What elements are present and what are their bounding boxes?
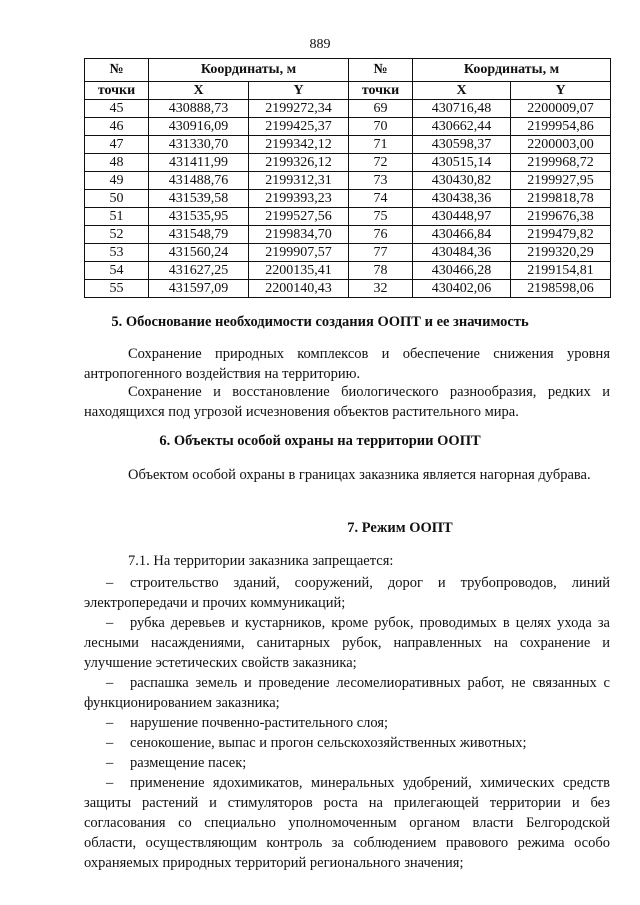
table-cell: 2199312,31 — [249, 172, 349, 190]
section-6-paragraph-1: Объектом особой охраны в границах заказника является нагорная дубрава. — [128, 467, 591, 483]
table-cell: 430598,37 — [413, 136, 511, 154]
table-cell: 2199342,12 — [249, 136, 349, 154]
table-cell: 78 — [349, 262, 413, 280]
table-cell: 2199907,57 — [249, 244, 349, 262]
table-row — [85, 172, 611, 190]
prohibition-text: строительство зданий, сооружений, дорог и трубопроводов, линий электропередачи и прочих коммуникаций; — [84, 575, 610, 611]
table-cell: 2200009,07 — [511, 100, 611, 118]
table-cell: 2199393,23 — [249, 190, 349, 208]
page-number: 889 — [309, 37, 331, 52]
section-6-heading: 6. Объекты особой охраны на территории ООПТ — [159, 433, 481, 449]
table-cell: 52 — [85, 226, 149, 244]
prohibition-text: рубка деревьев и кустарников, кроме рубок, проводимых в целях ухода за лесными насаждениями, санитарных рубок, направленных на сохранение и улучшение эстетических свойств заказника; — [84, 615, 610, 671]
table-cell: 431627,25 — [149, 262, 249, 280]
table-cell: 2200140,43 — [249, 280, 349, 298]
table-cell: 2199954,86 — [511, 118, 611, 136]
table-cell: 2200003,00 — [511, 136, 611, 154]
header-x-left: X — [149, 82, 249, 100]
table-cell: 73 — [349, 172, 413, 190]
table-cell: 51 — [85, 208, 149, 226]
prohibition-text: размещение пасек; — [130, 755, 247, 771]
table-cell: 2199425,37 — [249, 118, 349, 136]
table-cell: 431411,99 — [149, 154, 249, 172]
table-cell: 76 — [349, 226, 413, 244]
table-cell: 430515,14 — [413, 154, 511, 172]
table-row — [85, 154, 611, 172]
table-cell: 431539,58 — [149, 190, 249, 208]
table-cell: 74 — [349, 190, 413, 208]
dash-marker: – — [106, 715, 114, 731]
table-cell: 430466,28 — [413, 262, 511, 280]
table-cell: 2198598,06 — [511, 280, 611, 298]
table-cell: 72 — [349, 154, 413, 172]
header-x-right: X — [413, 82, 511, 100]
section-5-paragraph-2: Сохранение и восстановление биологического разнообразия, редких и находящихся под угрозой исчезновения объектов растительного мира. — [84, 384, 610, 420]
header-y-right: Y — [511, 82, 611, 100]
table-cell: 2199326,12 — [249, 154, 349, 172]
table-cell: 2199968,72 — [511, 154, 611, 172]
coordinates-body — [85, 100, 611, 298]
table-row — [85, 280, 611, 298]
table-cell: 50 — [85, 190, 149, 208]
table-cell: 2200135,41 — [249, 262, 349, 280]
header-point-left: точки — [85, 82, 149, 100]
table-cell: 430484,36 — [413, 244, 511, 262]
table-cell: 53 — [85, 244, 149, 262]
table-cell: 430430,82 — [413, 172, 511, 190]
table-cell: 2199927,95 — [511, 172, 611, 190]
table-cell: 69 — [349, 100, 413, 118]
header-coords-left: Координаты, м — [149, 59, 349, 82]
dash-marker: – — [106, 575, 114, 591]
table-cell: 32 — [349, 280, 413, 298]
table-cell: 431560,24 — [149, 244, 249, 262]
table-cell: 430448,97 — [413, 208, 511, 226]
prohibition-item — [84, 773, 610, 873]
table-cell: 2199818,78 — [511, 190, 611, 208]
table-cell: 431488,76 — [149, 172, 249, 190]
header-num-left: № — [85, 59, 149, 82]
table-row — [85, 262, 611, 280]
table-cell: 431535,95 — [149, 208, 249, 226]
table-cell: 431548,79 — [149, 226, 249, 244]
table-cell: 2199527,56 — [249, 208, 349, 226]
table-row — [85, 100, 611, 118]
table-cell: 430438,36 — [413, 190, 511, 208]
table-row — [85, 136, 611, 154]
table-cell: 45 — [85, 100, 149, 118]
table-cell: 430888,73 — [149, 100, 249, 118]
table-row — [85, 118, 611, 136]
table-cell: 430466,84 — [413, 226, 511, 244]
table-cell: 71 — [349, 136, 413, 154]
table-cell: 430402,06 — [413, 280, 511, 298]
table-cell: 430716,48 — [413, 100, 511, 118]
dash-marker: – — [106, 675, 114, 691]
table-cell: 2199154,81 — [511, 262, 611, 280]
prohibition-item — [84, 573, 610, 613]
section-5-paragraph-1: Сохранение природных комплексов и обеспечение снижения уровня антропогенного воздействия на территорию. — [84, 346, 610, 382]
prohibition-item — [84, 613, 610, 673]
table-cell: 2199834,70 — [249, 226, 349, 244]
prohibition-item — [84, 713, 610, 733]
prohibition-text: сенокошение, выпас и прогон сельскохозяйственных животных; — [130, 735, 527, 751]
prohibition-text: применение ядохимикатов, минеральных удобрений, химических средств защиты растений и стимуляторов роста на прилегающей территории и без согласования со специально уполномоченным органом власти Белгородской области, осуществляющим контроль за соблюдением правового режима особо охраняемых природных территорий регионального значения; — [84, 775, 610, 871]
prohibition-text: нарушение почвенно-растительного слоя; — [130, 715, 389, 731]
table-cell: 2199676,38 — [511, 208, 611, 226]
header-point-right: точки — [349, 82, 413, 100]
table-row — [85, 190, 611, 208]
table-cell: 54 — [85, 262, 149, 280]
table-cell: 2199272,34 — [249, 100, 349, 118]
dash-marker: – — [106, 615, 114, 631]
table-cell: 430662,44 — [413, 118, 511, 136]
section-5-heading: 5. Обоснование необходимости создания ООПТ и ее значимость — [111, 314, 529, 330]
table-row — [85, 244, 611, 262]
table-cell: 46 — [85, 118, 149, 136]
table-cell: 49 — [85, 172, 149, 190]
section-7-intro: 7.1. На территории заказника запрещается: — [128, 553, 394, 569]
table-cell: 431597,09 — [149, 280, 249, 298]
table-cell: 2199320,29 — [511, 244, 611, 262]
header-y-left: Y — [249, 82, 349, 100]
prohibition-item — [84, 673, 610, 713]
dash-marker: – — [106, 735, 114, 751]
table-cell: 431330,70 — [149, 136, 249, 154]
table-cell: 75 — [349, 208, 413, 226]
dash-marker: – — [106, 775, 114, 791]
table-cell: 2199479,82 — [511, 226, 611, 244]
table-row — [85, 208, 611, 226]
table-cell: 48 — [85, 154, 149, 172]
table-cell: 77 — [349, 244, 413, 262]
prohibition-item — [84, 733, 610, 753]
header-num-right: № — [349, 59, 413, 82]
table-cell: 47 — [85, 136, 149, 154]
prohibition-text: распашка земель и проведение лесомелиоративных работ, не связанных с функционированием заказника; — [84, 675, 610, 711]
dash-marker: – — [106, 755, 114, 771]
table-cell: 70 — [349, 118, 413, 136]
table-cell: 430916,09 — [149, 118, 249, 136]
table-row — [85, 226, 611, 244]
prohibition-item — [84, 753, 610, 773]
coordinates-table — [84, 58, 611, 298]
header-coords-right: Координаты, м — [413, 59, 611, 82]
section-7-heading: 7. Режим ООПТ — [347, 520, 453, 536]
table-cell: 55 — [85, 280, 149, 298]
